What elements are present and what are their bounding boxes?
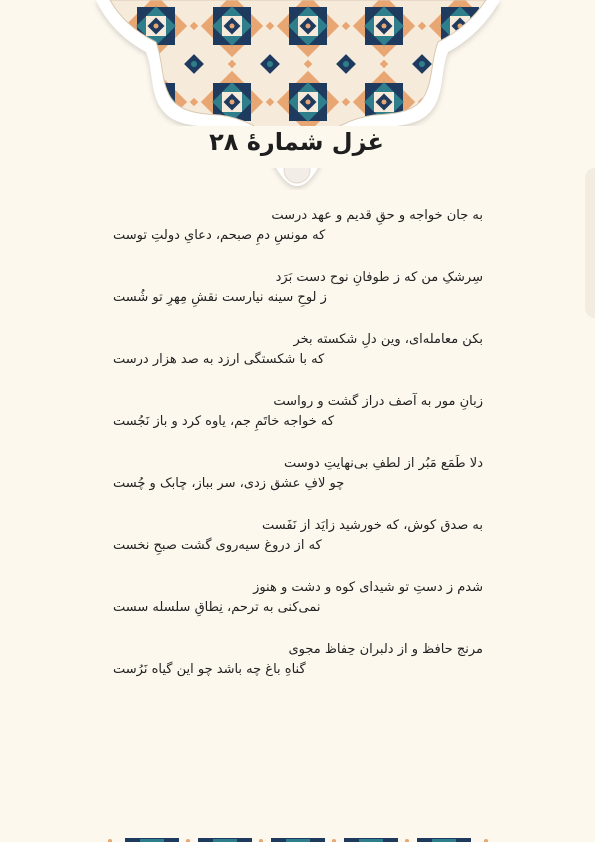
first-hemistich: دلا طَمَع مَبُر از لطفِ بی‌نهایتِ دوست bbox=[284, 456, 483, 471]
first-hemistich: مرنج حافظ و از دلبران حِفاظ مجوی bbox=[288, 642, 483, 657]
second-hemistich: ز لوحِ سینه نیارست نقشِ مِهرِ تو شُست bbox=[113, 290, 327, 305]
first-hemistich: شدم ز دستِ تو شیدای کوه و دشت و هنوز bbox=[253, 580, 483, 595]
couplet bbox=[113, 518, 483, 580]
second-hemistich: چو لافِ عشق زدی، سر بباز، چابک و چُست bbox=[113, 476, 345, 491]
poem-body bbox=[113, 208, 483, 704]
page-edge-tab bbox=[585, 168, 595, 318]
couplet bbox=[113, 332, 483, 394]
couplet bbox=[113, 456, 483, 518]
couplet bbox=[113, 208, 483, 270]
second-hemistich: که خواجه خاتَمِ جم، یاوه کرد و باز نَجُست bbox=[113, 414, 335, 429]
first-hemistich: سِرشکِ من که ز طوفانِ نوح دست بَرَد bbox=[275, 270, 483, 285]
second-hemistich: نمی‌کنی به ترحم، نِطاقِ سلسله سست bbox=[113, 600, 321, 615]
first-hemistich: به جان خواجه و حقِ قدیم و عهد درست bbox=[271, 208, 483, 223]
second-hemistich: گناهِ باغ چه باشد چو این گیاه نَرُست bbox=[113, 662, 306, 677]
couplet bbox=[113, 270, 483, 332]
first-hemistich: زبانِ مور به آصف دراز گشت و رواست bbox=[273, 394, 483, 409]
couplet bbox=[113, 394, 483, 456]
second-hemistich: که از دروغ سیه‌روی گشت صبحِ نخست bbox=[113, 538, 322, 553]
first-hemistich: به صدق کوش، که خورشید زایَد از نَفَست bbox=[261, 518, 483, 533]
bottom-ornament-pattern bbox=[0, 832, 595, 842]
first-hemistich: بکن معامله‌ای، وین دلِ شکسته بخر bbox=[293, 332, 483, 347]
page-title: غزل شمارهٔ ۲۸ bbox=[209, 128, 384, 156]
couplet bbox=[113, 580, 483, 642]
second-hemistich: که با شکستگی ارزد به صد هزار درست bbox=[113, 352, 325, 367]
couplet bbox=[113, 642, 483, 704]
second-hemistich: که مونسِ دمِ صبحم، دعایِ دولتِ توست bbox=[113, 228, 326, 243]
